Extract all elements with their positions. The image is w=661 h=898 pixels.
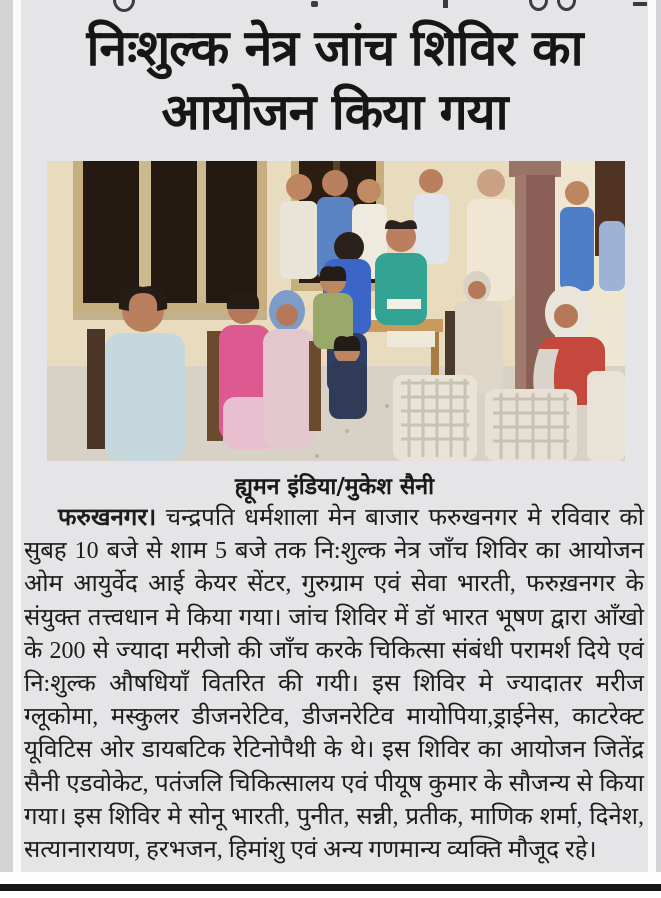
article-clipping — [21, 0, 648, 872]
cropped-letter-fragment — [633, 2, 647, 6]
cropped-letter-fragment — [557, 0, 576, 11]
article-headline — [21, 16, 648, 144]
article-body — [24, 502, 644, 867]
byline: ह्यूमन इंडिया/मुकेश सैनी — [234, 474, 435, 500]
cropped-letter-fragment — [113, 0, 135, 12]
cropped-letter-fragment — [443, 0, 448, 8]
article-body-text: चन्द्रपति धर्मशाला मेन बाजार फरुखनगर मे रविवार को सुबह 10 बजे से शाम 5 बजे तक नि:शुल्क नेत्र जाँच शिविर का आयोजन ओम आयुर्वेद आई केयर सेंटर, गुरुग्राम एवं सेवा भारती, फरुख़नगर के संयुक्त तत्त्वधान मे किया गया। जांच शिविर में डॉ भारत भूषण द्वारा आँखो के 200 से ज्यादा मरीजो की जाँच करके चिकित्सा संबंधी परामर्श दिये एवं नि:शुल्क औषधियाँ वितरित की गयी। इस शिविर मे ज्यादातर मरीज ग्लूकोमा, मस्कुलर डीजनरेटिव, डीजनरेटिव मायोपिया,ड्राईनेस, काटरेक्ट यूविटिस ओर डायबटिक रेटिनोपैथी के थे। इस शिविर का आयोजन जितेंद्र सैनी एडवोकेट, पतंजलि चिकित्सालय एवं पीयूष कुमार के सौजन्य से किया गया। इस शिविर मे सोनू भारती, पुनीत, सन्नी, प्रतीक, माणिक शर्मा, दिनेश, सत्यानारायण, हरभजन, हिमांशु एवं अन्य गणमान्य व्यक्ति मौजूद रहे। — [24, 505, 644, 864]
headline-line-1: निःशुल्क नेत्र जांच शिविर का — [86, 19, 583, 77]
cropped-letter-fragment — [529, 0, 548, 11]
left-white-strip — [13, 0, 21, 872]
article-photo-eye-camp-crowd — [47, 161, 625, 461]
cropped-letter-fragment — [311, 1, 318, 7]
right-white-strip — [648, 0, 656, 872]
bottom-black-rule — [0, 884, 661, 891]
dateline: फरुखनगर। — [58, 505, 157, 531]
headline-line-2: आयोजन किया गया — [161, 83, 508, 141]
